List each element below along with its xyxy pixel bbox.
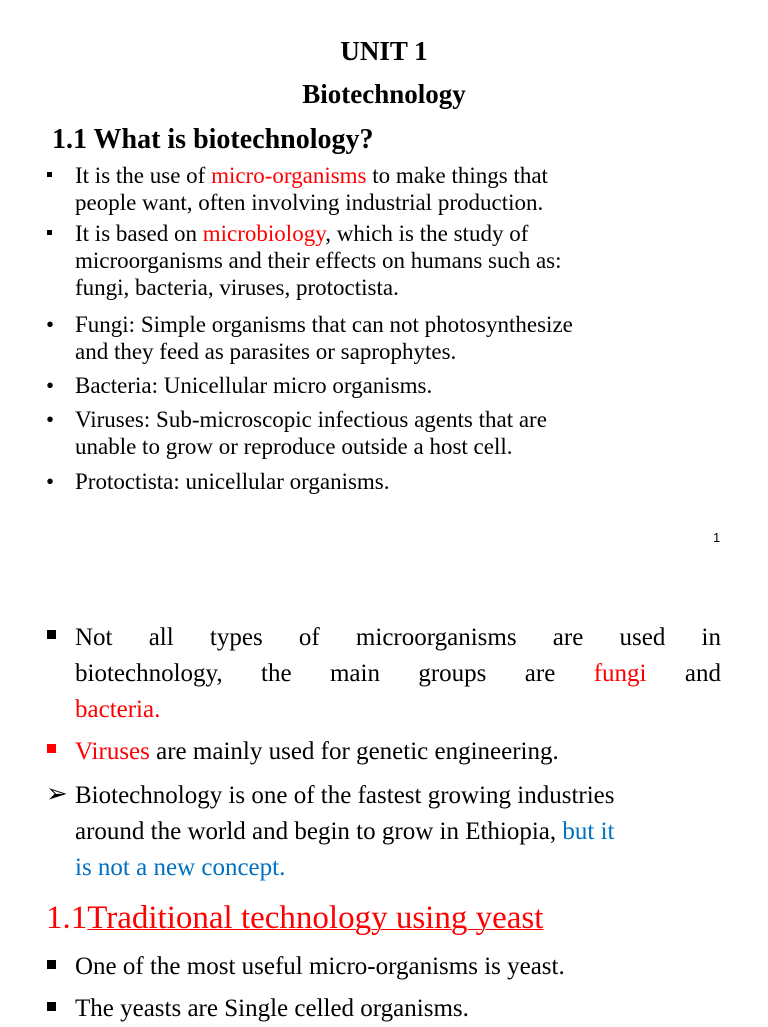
square-bullet-icon <box>47 1002 56 1011</box>
highlight-term: but it <box>562 818 615 845</box>
round-bullet-icon: • <box>46 407 55 432</box>
highlight-term: bacteria. <box>75 696 161 723</box>
paragraph-line: biotechnology, the main groups are fungi and <box>75 660 721 687</box>
paragraph-line: Viruses are mainly used for genetic engineering. <box>75 738 559 765</box>
paragraph-line: One of the most useful micro-organisms is yeast. <box>75 953 565 980</box>
paragraph-line: Biotechnology is one of the fastest growing industries <box>75 782 615 809</box>
highlight-term: fungi <box>593 660 647 687</box>
highlight-term: Viruses <box>75 738 150 765</box>
bullet-item: • Viruses: Sub-microscopic infectious agents that are unable to grow or reproduce outside a host cell. <box>46 407 547 459</box>
square-bullet-icon <box>47 172 52 177</box>
highlight-term: is not a new concept. <box>75 854 286 881</box>
square-bullet-icon <box>47 960 56 969</box>
square-bullet-icon <box>47 630 56 639</box>
square-bullet-icon <box>47 744 56 753</box>
page-number: 1 <box>713 530 721 545</box>
bullet-item: • Fungi: Simple organisms that can not photosynthesize and they feed as parasites or saprophytes. <box>46 312 573 364</box>
paragraph-line: Not all types of microorganisms are used in <box>75 624 721 651</box>
section-heading: 1.1Traditional technology using yeast <box>46 900 544 936</box>
paragraph-line: The yeasts are Single celled organisms. <box>75 995 469 1022</box>
square-bullet-icon <box>47 230 52 235</box>
round-bullet-icon: • <box>46 373 55 398</box>
bullet-item: It is based on microbiology, which is the study of microorganisms and their effects on humans such as: fungi, bacteria, viruses, protoctista. <box>0 220 695 301</box>
arrow-bullet-icon: ➢ <box>46 779 68 808</box>
bullet-item: • Bacteria: Unicellular micro organisms. <box>46 373 433 398</box>
bullet-list-1 <box>0 162 768 495</box>
section-heading: 1.1 What is biotechnology? <box>52 124 374 155</box>
round-bullet-icon: • <box>46 469 55 494</box>
highlight-term: microbiology <box>202 221 326 246</box>
highlight-term: micro-organisms <box>211 163 367 188</box>
bullet-item: It is the use of micro-organisms to make things that people want, often involving industrial production. <box>0 162 695 216</box>
bullet-item: • Protoctista: unicellular organisms. <box>46 469 390 494</box>
page-title: Biotechnology <box>302 79 466 109</box>
unit-label: UNIT 1 <box>340 36 428 66</box>
paragraph-line: around the world and begin to grow in Ethiopia, but it <box>75 818 615 845</box>
round-bullet-icon: • <box>46 312 55 337</box>
